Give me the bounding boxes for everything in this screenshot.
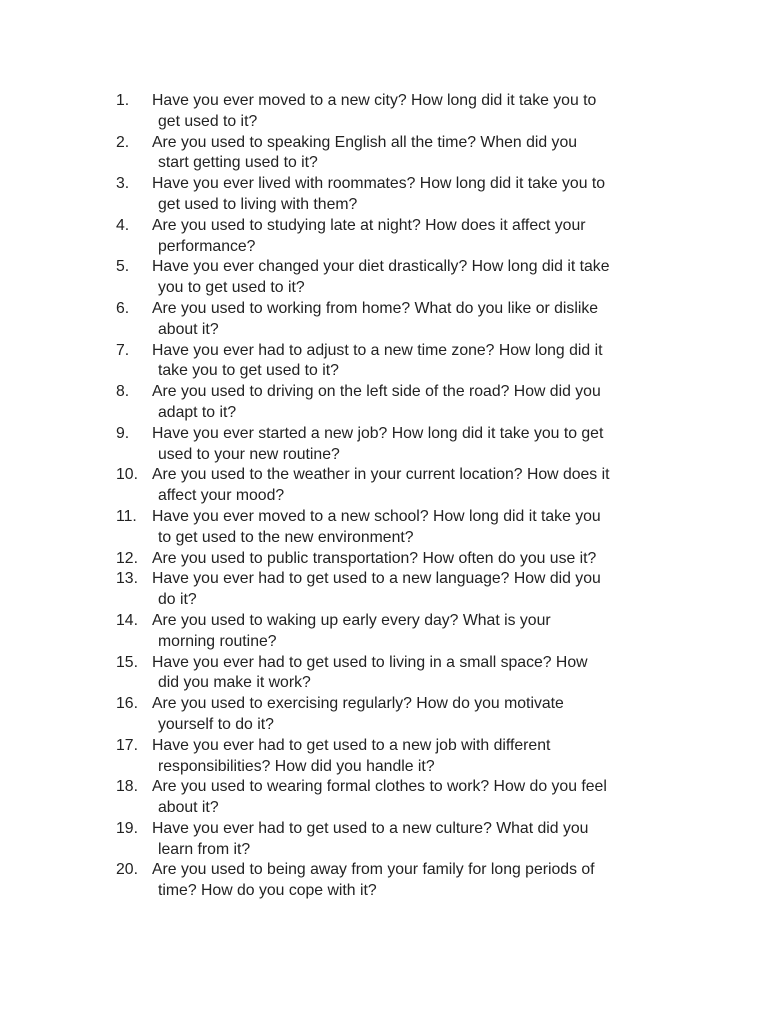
question-item [116, 424, 676, 466]
question-item [116, 382, 676, 424]
question-number: 8. [116, 383, 130, 401]
question-text-line: Are you used to studying late at night? How does it affect your [152, 216, 586, 234]
question-number: 19. [116, 819, 138, 837]
question-text-line: Have you ever lived with roommates? How long did it take you to [152, 175, 606, 193]
question-item [116, 549, 676, 570]
question-text-line: did you make it work? [158, 674, 311, 692]
question-item [116, 299, 676, 341]
question-item [116, 133, 676, 175]
question-text-line: learn from it? [158, 840, 251, 858]
question-item [116, 860, 676, 902]
question-text-line: Have you ever had to get used to a new culture? What did you [152, 819, 589, 837]
question-text-line: Are you used to exercising regularly? How do you motivate [152, 695, 564, 713]
question-number: 2. [116, 133, 130, 151]
question-item [116, 694, 676, 736]
question-item [116, 507, 676, 549]
question-number: 4. [116, 216, 130, 234]
question-item [116, 465, 676, 507]
question-text-line: yourself to do it? [158, 715, 274, 733]
question-text-line: get used to living with them? [158, 195, 358, 213]
question-text-line: Are you used to wearing formal clothes to work? How do you feel [152, 778, 607, 796]
question-text-line: time? How do you cope with it? [158, 882, 377, 900]
question-text-line: start getting used to it? [158, 154, 318, 172]
question-item [116, 257, 676, 299]
question-item [116, 216, 676, 258]
question-number: 11. [116, 507, 137, 525]
question-item [116, 777, 676, 819]
question-text-line: Are you used to working from home? What do you like or dislike [152, 299, 599, 317]
question-text-line: take you to get used to it? [158, 362, 339, 380]
question-item [116, 569, 676, 611]
question-number: 7. [116, 341, 130, 359]
question-item [116, 736, 676, 778]
question-text-line: Have you ever moved to a new city? How long did it take you to [152, 92, 597, 109]
question-text-line: you to get used to it? [158, 279, 305, 297]
question-number: 12. [116, 549, 138, 567]
question-text-line: about it? [158, 320, 219, 338]
question-number: 20. [116, 861, 138, 879]
question-number: 18. [116, 778, 138, 796]
question-number: 1. [116, 92, 130, 109]
question-text-line: Have you ever started a new job? How long did it take you to get [152, 424, 604, 442]
question-text-line: Have you ever changed your diet drastically? How long did it take [152, 258, 610, 276]
question-number: 5. [116, 258, 130, 276]
question-text-line: about it? [158, 799, 219, 817]
question-text-line: Are you used to public transportation? How often do you use it? [152, 549, 597, 567]
question-item [116, 341, 676, 383]
question-text-line: responsibilities? How did you handle it? [158, 757, 435, 775]
question-text-line: adapt to it? [158, 403, 237, 421]
question-text-line: Are you used to waking up early every day? What is your [152, 611, 551, 629]
question-text-line: get used to it? [158, 112, 258, 130]
question-text-line: Are you used to driving on the left side of the road? How did you [152, 383, 601, 401]
question-text-line: morning routine? [158, 632, 277, 650]
question-text-line: Have you ever had to get used to living in a small space? How [152, 653, 588, 671]
question-text-line: used to your new routine? [158, 445, 340, 463]
question-text-line: do it? [158, 591, 197, 609]
question-text-line: Have you ever moved to a new school? How long did it take you [152, 507, 601, 525]
question-text-line: Are you used to the weather in your current location? How does it [152, 466, 610, 484]
question-text-line: Have you ever had to adjust to a new time zone? How long did it [152, 341, 603, 359]
question-item [116, 819, 676, 861]
question-list [116, 91, 676, 902]
question-number: 13. [116, 570, 138, 588]
question-text-line: Are you used to speaking English all the time? When did you [152, 133, 578, 151]
question-text-line: to get used to the new environment? [158, 528, 414, 546]
question-item [116, 611, 676, 653]
question-text-line: Have you ever had to get used to a new job with different [152, 736, 551, 754]
question-number: 17. [116, 736, 138, 754]
question-number: 15. [116, 653, 138, 671]
question-number: 14. [116, 611, 138, 629]
question-text-line: Are you used to being away from your family for long periods of [152, 861, 595, 879]
question-text-line: performance? [158, 237, 256, 255]
question-number: 9. [116, 424, 130, 442]
question-number: 16. [116, 695, 138, 713]
question-number: 3. [116, 175, 130, 193]
question-text-line: affect your mood? [158, 487, 285, 505]
question-number: 10. [116, 466, 138, 484]
question-text-line: Have you ever had to get used to a new language? How did you [152, 570, 601, 588]
question-number: 6. [116, 299, 130, 317]
question-item [116, 174, 676, 216]
question-item [116, 91, 676, 133]
question-item [116, 653, 676, 695]
